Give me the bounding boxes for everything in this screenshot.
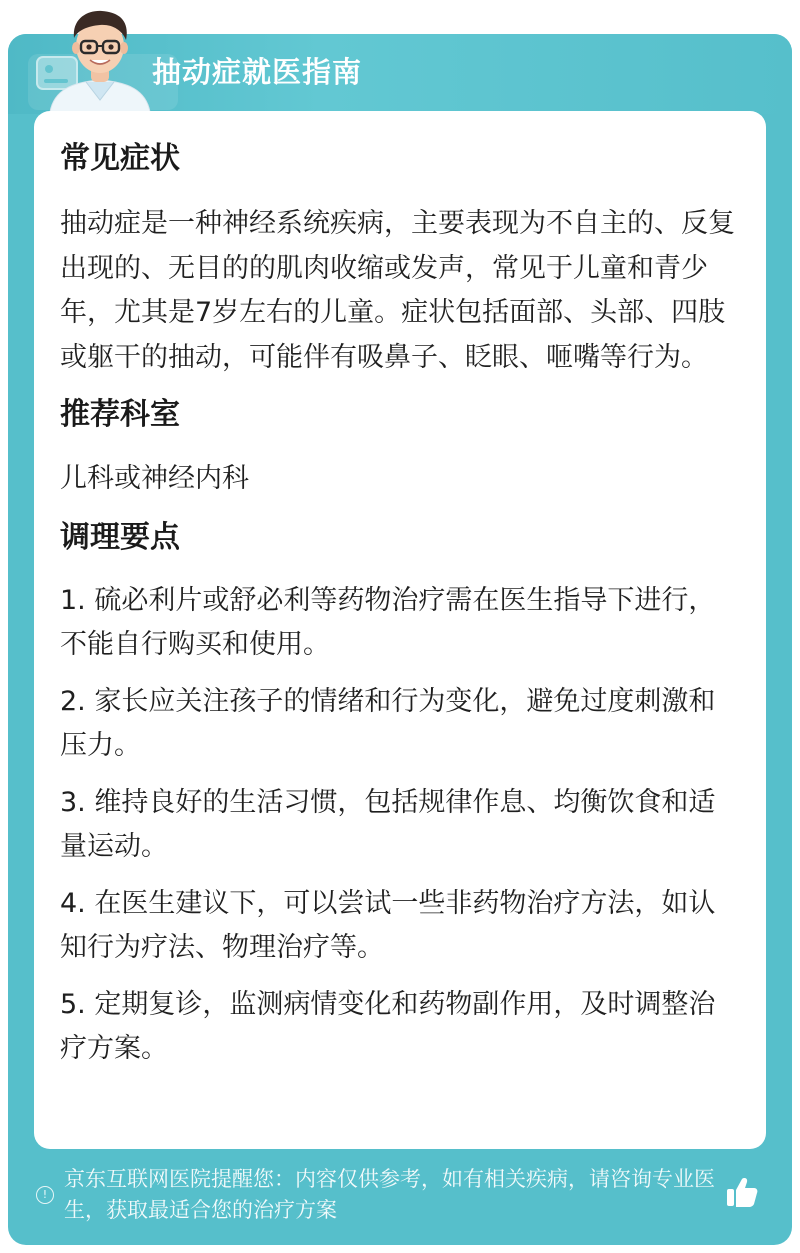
care-title: 调理要点 bbox=[60, 519, 180, 555]
department-title: 推荐科室 bbox=[60, 397, 180, 432]
department-text: 儿科或神经内科 bbox=[60, 463, 249, 494]
care-tip: 3. 维持良好的生活习惯，包括规律作息、均衡饮食和适量运动。 bbox=[60, 786, 716, 862]
care-tips-list bbox=[60, 579, 740, 1072]
thumbs-up-icon[interactable] bbox=[724, 1174, 760, 1210]
page-title: 抽动症就医指南 bbox=[152, 55, 363, 89]
content-body bbox=[60, 133, 740, 1084]
info-icon: ! bbox=[36, 1186, 54, 1204]
symptoms-text: 抽动症是一种神经系统疾病，主要表现为不自主的、反复出现的、无目的的肌肉收缩或发声，常见于儿童和青少年，尤其是7岁左右的儿童。症状包括面部、头部、四肢或躯干的抽动，可能伴有吸鼻子、眨眼、咂嘴等行为。 bbox=[60, 208, 735, 373]
doctor-avatar-icon bbox=[46, 8, 154, 112]
care-tip: 5. 定期复诊，监测病情变化和药物副作用，及时调整治疗方案。 bbox=[60, 988, 716, 1064]
care-tip: 2. 家长应关注孩子的情绪和行为变化，避免过度刺激和压力。 bbox=[60, 685, 716, 761]
care-tip: 4. 在医生建议下，可以尝试一些非药物治疗方法，如认知行为疗法、物理治疗等。 bbox=[60, 887, 716, 963]
symptoms-title: 常见症状 bbox=[60, 141, 180, 176]
care-tip: 1. 硫必利片或舒必利等药物治疗需在医生指导下进行，不能自行购买和使用。 bbox=[60, 584, 716, 660]
disclaimer-text: 京东互联网医院提醒您：内容仅供参考，如有相关疾病，请咨询专业医生，获取最适合您的治疗方案 bbox=[64, 1167, 715, 1222]
content-card bbox=[34, 111, 766, 1149]
